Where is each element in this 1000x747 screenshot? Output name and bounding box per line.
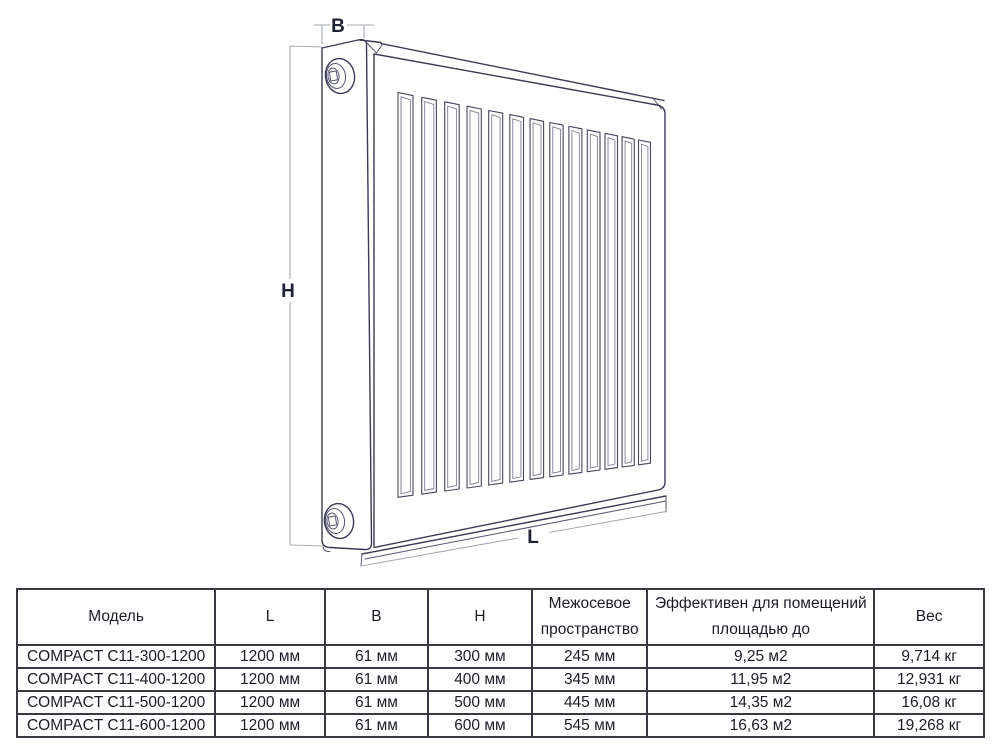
value-cell: 61 мм — [325, 668, 428, 691]
top-valve-face — [327, 67, 340, 85]
radiator-groove-inner — [533, 123, 541, 476]
dim-b — [314, 16, 374, 44]
value-cell: 9,25 м2 — [647, 645, 874, 668]
value-cell: 445 мм — [532, 691, 648, 714]
radiator-side-panel — [322, 40, 372, 550]
dim-l-line-left — [361, 538, 518, 566]
column-header-l: L — [215, 589, 325, 645]
value-cell: 61 мм — [325, 691, 428, 714]
radiator-groove-inner — [448, 106, 457, 487]
value-cell: 19,268 кг — [874, 714, 984, 737]
dim-b-label: B — [331, 16, 345, 37]
dim-h — [281, 46, 324, 546]
dim-h-top-extension — [290, 46, 322, 47]
bottom-valve-slot — [328, 516, 336, 526]
column-header-weight: Вес — [874, 589, 984, 645]
table-row — [17, 668, 984, 691]
model-cell: COMPACT C11-600-1200 — [17, 714, 215, 737]
radiator-groove-inner — [492, 115, 500, 482]
column-header-effective-area: Эффективен для помещений площадью до — [647, 589, 874, 645]
radiator-groove-inner — [470, 110, 479, 484]
value-cell: 600 мм — [428, 714, 532, 737]
model-cell: COMPACT C11-500-1200 — [17, 691, 215, 714]
radiator-groove — [550, 123, 563, 477]
value-cell: 345 мм — [532, 668, 648, 691]
radiator-bottom-skirt — [361, 496, 666, 566]
value-cell: 12,931 кг — [874, 668, 984, 691]
value-cell: 61 мм — [325, 714, 428, 737]
corner-fold-left — [366, 42, 382, 53]
radiator-groove-inner — [553, 127, 561, 474]
header-row — [17, 589, 984, 645]
radiator-groove — [510, 115, 524, 483]
radiator-groove — [569, 126, 582, 474]
dim-h-label: H — [281, 281, 295, 302]
table-row — [17, 691, 984, 714]
table-row — [17, 645, 984, 668]
value-cell: 1200 мм — [215, 691, 325, 714]
model-cell: COMPACT C11-400-1200 — [17, 668, 215, 691]
radiator-groove — [587, 130, 600, 472]
radiator-groove-inner — [590, 134, 597, 468]
top-valve-slot — [329, 71, 337, 81]
radiator-groove — [605, 133, 618, 469]
value-cell: 16,08 кг — [874, 691, 984, 714]
value-cell: 11,95 м2 — [647, 668, 874, 691]
radiator-groove — [489, 111, 503, 486]
column-header-b: B — [325, 589, 428, 645]
radiator-groove-inner — [572, 131, 579, 471]
column-header-h: H — [428, 589, 532, 645]
column-header-model: Модель — [17, 589, 215, 645]
value-cell: 1200 мм — [215, 668, 325, 691]
bottom-valve-plug — [322, 501, 356, 540]
value-cell: 245 мм — [532, 645, 648, 668]
radiator-groove-inner — [513, 119, 521, 479]
value-cell: 1200 мм — [215, 645, 325, 668]
skirt-second-line — [365, 501, 666, 559]
radiator-groove-inner — [625, 141, 632, 464]
value-cell: 300 мм — [428, 645, 532, 668]
bottom-valve-face — [326, 512, 339, 530]
top-valve-plug — [323, 56, 357, 95]
radiator-groove — [622, 137, 634, 467]
radiator-top-edge — [381, 44, 664, 101]
radiator-groove-inner — [642, 144, 648, 461]
value-cell: 1200 мм — [215, 714, 325, 737]
radiator-groove — [467, 106, 481, 488]
value-cell: 16,63 м2 — [647, 714, 874, 737]
skirt-left-cap — [361, 554, 362, 566]
value-cell: 500 мм — [428, 691, 532, 714]
value-cell: 61 мм — [325, 645, 428, 668]
radiator-top-edge-left — [360, 40, 381, 43]
model-cell: COMPACT C11-300-1200 — [17, 645, 215, 668]
radiator-groove-inner — [401, 97, 410, 494]
radiator-groove — [639, 140, 651, 465]
radiator-front-panel — [374, 54, 665, 548]
grooves-group — [398, 93, 651, 498]
value-cell: 14,35 м2 — [647, 691, 874, 714]
dim-l-label: L — [527, 527, 539, 548]
radiator-groove — [530, 119, 544, 480]
value-cell: 400 мм — [428, 668, 532, 691]
radiator-groove-inner — [425, 102, 434, 491]
column-header-axial-distance: Межосевое пространство — [532, 589, 648, 645]
skirt-top-line — [362, 496, 666, 554]
radiator-body — [322, 40, 666, 566]
value-cell: 545 мм — [532, 714, 648, 737]
dim-h-bottom-extension — [290, 545, 324, 546]
value-cell: 9,714 кг — [874, 645, 984, 668]
table-row — [17, 714, 984, 737]
spec-table — [16, 588, 985, 738]
radiator-groove-inner — [608, 138, 615, 466]
